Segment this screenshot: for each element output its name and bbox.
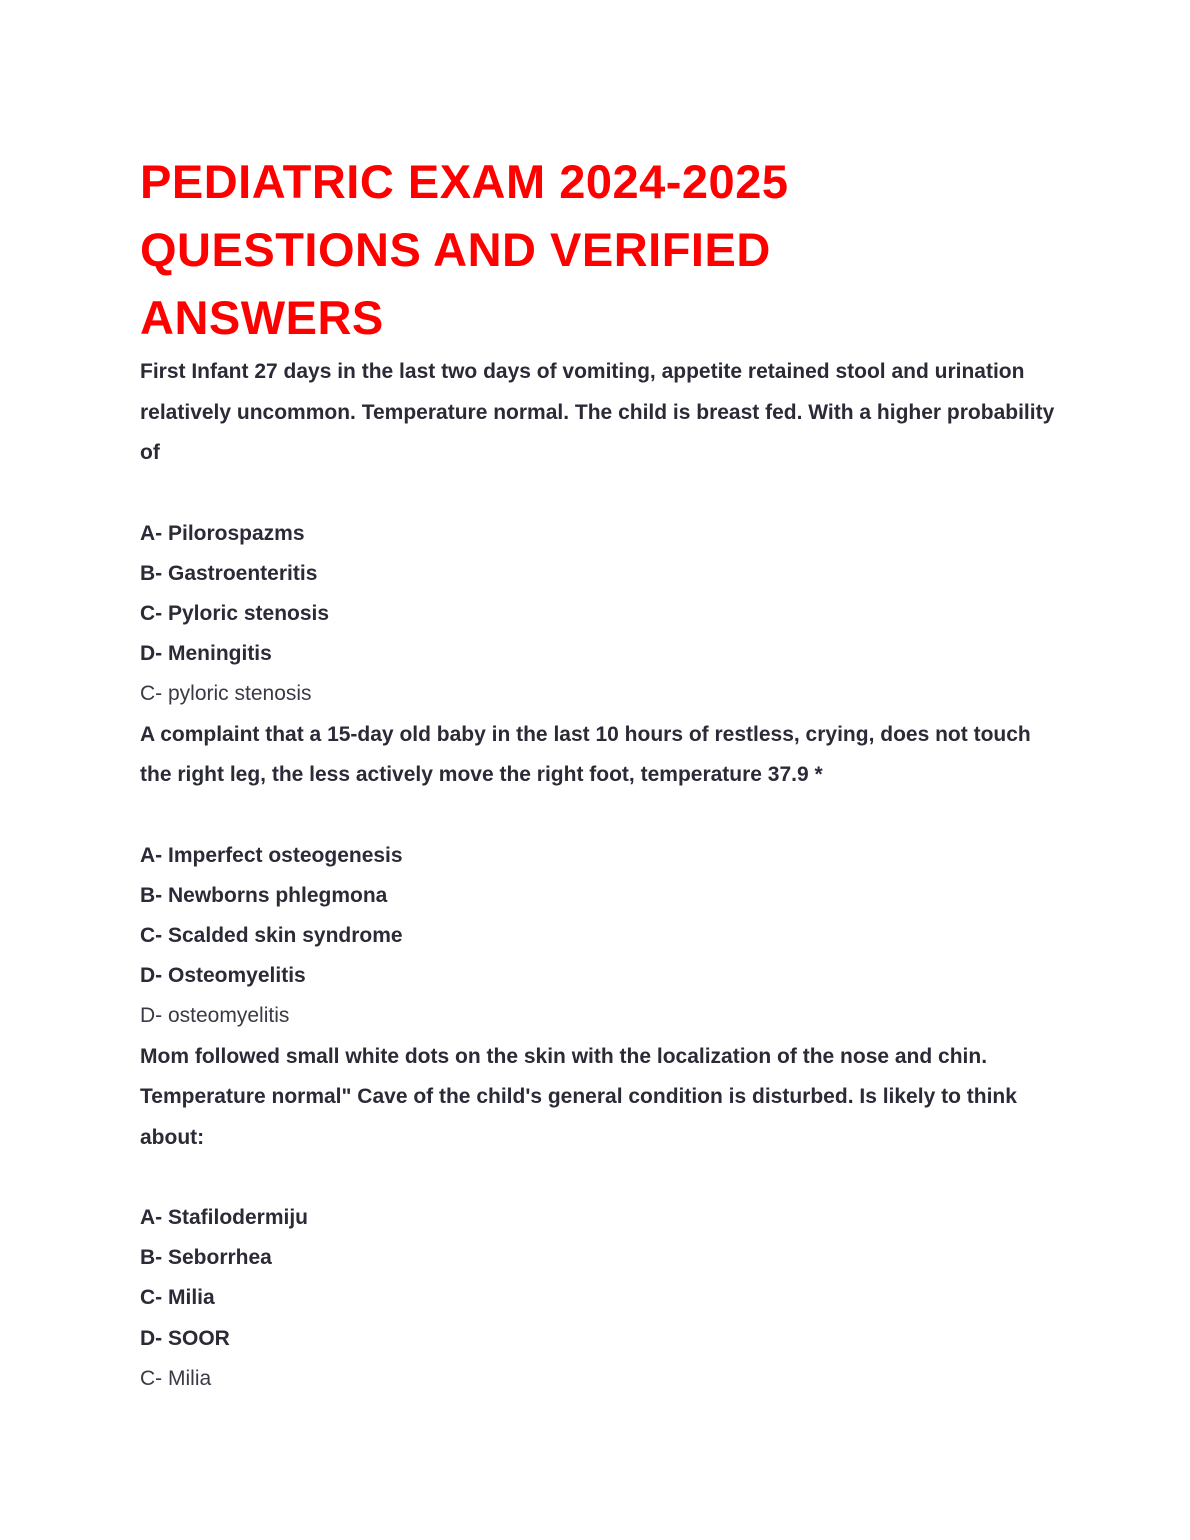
option-c: C- Pyloric stenosis [140, 601, 330, 625]
spacer [140, 474, 1060, 514]
option-b: B- Newborns phlegmona [140, 883, 388, 907]
title-line-1: PEDIATRIC EXAM 2024-2025 [140, 155, 789, 208]
options-list [140, 1198, 1060, 1359]
answer-text: C- Milia [140, 1366, 212, 1390]
question-text: First Infant 27 days in the last two days of vomiting, appetite retained stool and urination relatively uncommon. Temperature normal. The child is breast fed. With a higher probability of [140, 360, 1055, 464]
title-line-2: QUESTIONS AND VERIFIED [140, 223, 771, 276]
spacer [140, 796, 1060, 836]
option-d: D- Meningitis [140, 642, 272, 666]
title-line-3: ANSWERS [140, 291, 384, 344]
spacer [140, 1158, 1060, 1198]
option-a: A- Imperfect osteogenesis [140, 843, 403, 867]
options-list [140, 514, 1060, 675]
question-block-1 [140, 352, 1060, 715]
question-block-3 [140, 1037, 1060, 1400]
question-block-2 [140, 715, 1060, 1037]
option-d: D- SOOR [140, 1326, 230, 1350]
question-text: A complaint that a 15-day old baby in the last 10 hours of restless, crying, does not touch the right leg, the less actively move the right foot, temperature 37.9 * [140, 722, 1031, 787]
document-title [140, 148, 1060, 352]
option-a: A- Pilorospazms [140, 521, 305, 545]
answer-text: C- pyloric stenosis [140, 682, 312, 706]
document-page [140, 148, 1060, 1399]
option-c: C- Milia [140, 1286, 215, 1310]
option-b: B- Seborrhea [140, 1246, 272, 1270]
options-list [140, 836, 1060, 997]
answer-text: D- osteomyelitis [140, 1004, 290, 1028]
option-c: C- Scalded skin syndrome [140, 923, 403, 947]
question-text: Mom followed small white dots on the skin with the localization of the nose and chin. Temperature normal" Cave of the child's general condition is disturbed. Is likely to think about: [140, 1044, 1017, 1149]
option-d: D- Osteomyelitis [140, 964, 306, 988]
option-a: A- Stafilodermiju [140, 1206, 309, 1230]
option-b: B- Gastroenteritis [140, 561, 318, 585]
